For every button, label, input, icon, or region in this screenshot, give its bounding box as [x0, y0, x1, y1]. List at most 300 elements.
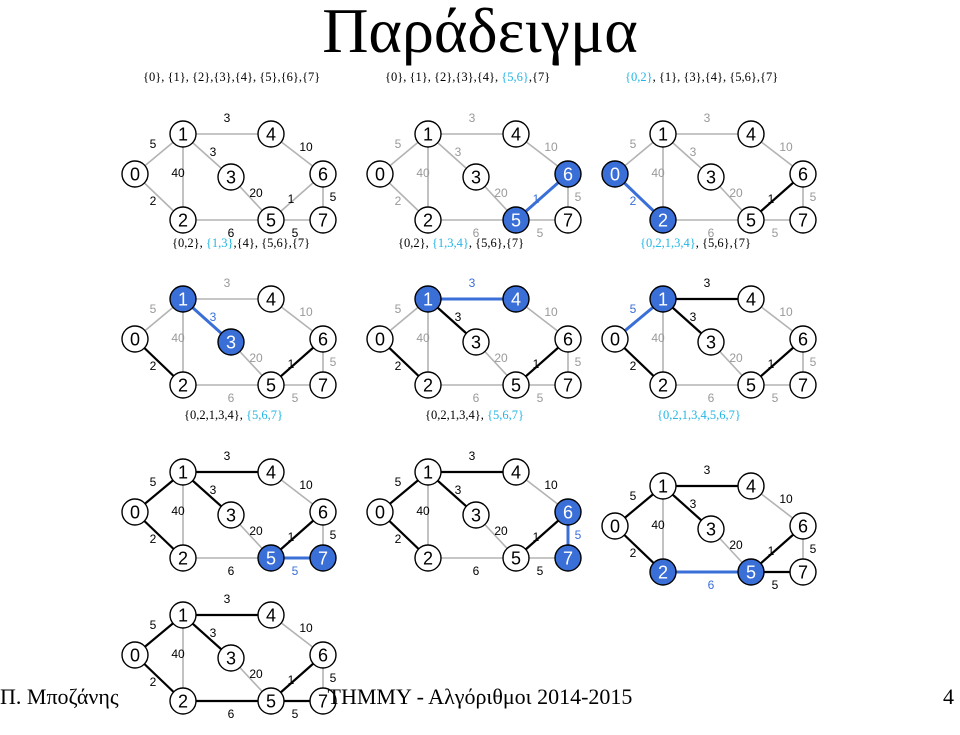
- edge-weight-2-5: 6: [227, 226, 235, 240]
- node-label: 5: [265, 691, 277, 712]
- edge-weight-6-7: 5: [329, 190, 337, 204]
- node-label: 0: [129, 164, 141, 185]
- node-label: 5: [265, 375, 277, 396]
- node-2: [650, 559, 676, 585]
- edge-weight-0-2: 2: [394, 194, 402, 208]
- node-1: [170, 121, 196, 147]
- edge-weight-5-6: 1: [287, 673, 295, 687]
- edge-weight-1-3: 3: [689, 310, 697, 324]
- node-label: 0: [374, 502, 386, 523]
- edge-weight-6-7: 5: [329, 671, 337, 685]
- page-title: Παράδειγμα: [322, 0, 638, 66]
- node-2: [170, 372, 196, 398]
- node-label: 1: [422, 289, 434, 310]
- node-7: [555, 207, 581, 233]
- edge-weight-3-5: 20: [729, 351, 743, 365]
- node-label: 4: [510, 462, 522, 483]
- node-4: [258, 602, 284, 628]
- node-6: [555, 326, 581, 352]
- node-label: 3: [470, 505, 482, 526]
- edge-weight-1-4: 3: [468, 449, 476, 463]
- edge-weight-5-7: 5: [536, 391, 544, 405]
- node-label: 1: [657, 289, 669, 310]
- node-label: 0: [374, 164, 386, 185]
- edge-weight-0-1: 5: [394, 137, 402, 151]
- node-5: [258, 207, 284, 233]
- edge-weight-2-5: 6: [707, 391, 715, 405]
- edge-weight-1-2: 40: [651, 518, 665, 532]
- edge-weight-6-7: 5: [809, 190, 817, 204]
- edge-weight-2-5: 6: [227, 391, 235, 405]
- node-label: 7: [317, 210, 329, 231]
- node-label: 2: [657, 210, 669, 231]
- node-5: [738, 372, 764, 398]
- edge-weight-2-5: 6: [707, 226, 715, 240]
- component-set-label: [184, 408, 283, 423]
- node-label: 3: [470, 332, 482, 353]
- footer-course: ΤΗΜΜΥ - Αλγόριθμοι 2014-2015: [327, 684, 633, 709]
- node-label: 1: [177, 462, 189, 483]
- set-part-highlighted: {0,2}: [625, 70, 653, 84]
- edge-weight-1-4: 3: [703, 463, 711, 477]
- edge-weight-5-7: 5: [536, 226, 544, 240]
- set-part: , {1}, {3},{4}, {5,6},{7}: [652, 70, 779, 84]
- node-label: 7: [562, 210, 574, 231]
- node-label: 7: [317, 691, 329, 712]
- node-0: [122, 326, 148, 352]
- edge-weight-0-1: 5: [149, 302, 157, 316]
- node-7: [310, 545, 336, 571]
- node-label: 3: [705, 167, 717, 188]
- edge-weight-5-7: 5: [291, 391, 299, 405]
- node-label: 3: [705, 332, 717, 353]
- node-1: [650, 121, 676, 147]
- set-part-highlighted: {1,3}: [205, 236, 234, 250]
- node-label: 1: [422, 124, 434, 145]
- edge-weight-1-3: 3: [209, 145, 217, 159]
- node-label: 3: [225, 332, 237, 353]
- node-6: [310, 642, 336, 668]
- set-part: {0}, {1}, {2},{3},{4}, {5},{6},{7}: [143, 70, 321, 84]
- set-part: {0,2},: [398, 236, 432, 250]
- node-label: 1: [177, 124, 189, 145]
- node-label: 5: [745, 562, 757, 583]
- set-part: {0,2,1,3,4},: [184, 408, 246, 422]
- edge-weight-1-2: 40: [171, 166, 185, 180]
- edge-weight-1-2: 40: [416, 504, 430, 518]
- edge-weight-2-5: 6: [472, 564, 480, 578]
- node-label: 6: [317, 164, 329, 185]
- node-0: [122, 642, 148, 668]
- node-3: [218, 502, 244, 528]
- node-label: 7: [797, 210, 809, 231]
- node-2: [650, 207, 676, 233]
- node-0: [367, 326, 393, 352]
- node-4: [503, 459, 529, 485]
- edge-weight-6-7: 5: [809, 542, 817, 556]
- node-4: [258, 286, 284, 312]
- node-1: [650, 473, 676, 499]
- node-label: 7: [317, 375, 329, 396]
- edge-weight-3-5: 20: [729, 538, 743, 552]
- node-label: 3: [470, 167, 482, 188]
- set-part: ,{4}, {5,6},{7}: [233, 236, 311, 250]
- edge-weight-1-3: 3: [689, 497, 697, 511]
- node-label: 2: [422, 375, 434, 396]
- edge-weight-5-7: 5: [291, 707, 299, 721]
- edge-weight-0-1: 5: [394, 302, 402, 316]
- node-label: 7: [562, 548, 574, 569]
- node-label: 6: [797, 164, 809, 185]
- edge-weight-1-2: 40: [171, 504, 185, 518]
- node-label: 6: [562, 502, 574, 523]
- edge-weight-1-2: 40: [416, 331, 430, 345]
- node-6: [310, 499, 336, 525]
- graph-step-1: [113, 94, 343, 254]
- edge-weight-1-3: 3: [454, 310, 462, 324]
- edge-weight-0-2: 2: [629, 359, 637, 373]
- node-6: [310, 161, 336, 187]
- footer-author: Π. Μποζάνης: [0, 684, 119, 709]
- edge-weight-5-6: 1: [767, 544, 775, 558]
- node-label: 4: [265, 605, 277, 626]
- node-label: 6: [797, 516, 809, 537]
- set-part-highlighted: {1,3,4}: [431, 236, 469, 250]
- node-7: [310, 372, 336, 398]
- node-0: [367, 499, 393, 525]
- set-part: , {5,6},{7}: [468, 236, 525, 250]
- node-label: 4: [745, 476, 757, 497]
- node-label: 6: [797, 329, 809, 350]
- edge-weight-3-5: 20: [249, 351, 263, 365]
- node-0: [602, 326, 628, 352]
- edge-weight-3-5: 20: [249, 186, 263, 200]
- edge-weight-0-2: 2: [629, 546, 637, 560]
- node-0: [602, 161, 628, 187]
- edge-weight-1-4: 3: [703, 276, 711, 290]
- node-label: 3: [705, 519, 717, 540]
- edge-weight-0-2: 2: [394, 359, 402, 373]
- edge-weight-4-6: 10: [299, 140, 313, 154]
- edge-weight-5-6: 1: [287, 192, 295, 206]
- node-6: [555, 499, 581, 525]
- node-0: [122, 161, 148, 187]
- node-label: 0: [609, 164, 621, 185]
- node-label: 3: [225, 505, 237, 526]
- node-label: 0: [129, 645, 141, 666]
- node-1: [415, 121, 441, 147]
- node-label: 4: [265, 462, 277, 483]
- node-5: [503, 372, 529, 398]
- node-label: 7: [797, 375, 809, 396]
- edge-weight-5-6: 1: [532, 530, 540, 544]
- edge-weight-1-2: 40: [416, 166, 430, 180]
- edge-weight-1-4: 3: [468, 111, 476, 125]
- node-6: [790, 161, 816, 187]
- node-5: [258, 372, 284, 398]
- node-6: [790, 326, 816, 352]
- set-part-highlighted: {5,6,7}: [487, 408, 524, 422]
- edge-weight-5-7: 5: [771, 578, 779, 592]
- component-set-label: [398, 236, 524, 251]
- edge-weight-0-2: 2: [149, 194, 157, 208]
- node-label: 0: [129, 329, 141, 350]
- node-0: [122, 499, 148, 525]
- node-label: 7: [797, 562, 809, 583]
- edge-weight-5-6: 1: [767, 357, 775, 371]
- component-set-label: [425, 408, 524, 423]
- edge-weight-6-7: 5: [809, 355, 817, 369]
- node-6: [790, 513, 816, 539]
- node-6: [310, 326, 336, 352]
- edge-weight-4-6: 10: [779, 140, 793, 154]
- edge-weight-1-2: 40: [171, 331, 185, 345]
- node-2: [415, 545, 441, 571]
- graph-step-7: [113, 432, 343, 592]
- edge-weight-6-7: 5: [574, 355, 582, 369]
- edge-weight-6-7: 5: [329, 355, 337, 369]
- edge-weight-5-7: 5: [291, 564, 299, 578]
- node-label: 5: [510, 375, 522, 396]
- node-label: 1: [657, 476, 669, 497]
- node-4: [503, 286, 529, 312]
- node-label: 5: [745, 210, 757, 231]
- node-4: [258, 459, 284, 485]
- node-7: [310, 207, 336, 233]
- graph-step-10: [113, 575, 343, 735]
- node-1: [415, 286, 441, 312]
- node-label: 6: [562, 164, 574, 185]
- edge-weight-4-6: 10: [299, 478, 313, 492]
- node-3: [698, 164, 724, 190]
- node-0: [367, 161, 393, 187]
- graph-step-5: [358, 259, 588, 419]
- node-label: 3: [225, 167, 237, 188]
- edge-weight-1-2: 40: [171, 647, 185, 661]
- node-label: 5: [265, 548, 277, 569]
- node-2: [170, 207, 196, 233]
- node-1: [650, 286, 676, 312]
- node-label: 6: [317, 502, 329, 523]
- graph-step-6: [593, 259, 823, 419]
- edge-weight-1-3: 3: [454, 145, 462, 159]
- edge-weight-1-4: 3: [223, 111, 231, 125]
- node-label: 7: [317, 548, 329, 569]
- set-part: {0}, {1}, {2},{3},{4},: [385, 70, 502, 84]
- node-label: 6: [562, 329, 574, 350]
- component-set-label: [143, 70, 320, 85]
- edge-weight-0-1: 5: [149, 618, 157, 632]
- node-label: 3: [225, 648, 237, 669]
- node-2: [170, 545, 196, 571]
- graph-step-4: [113, 259, 343, 419]
- edge-weight-5-6: 1: [287, 357, 295, 371]
- node-4: [738, 121, 764, 147]
- graph-step-3: [593, 94, 823, 254]
- edge-weight-1-4: 3: [223, 276, 231, 290]
- node-1: [170, 286, 196, 312]
- edge-weight-3-5: 20: [729, 186, 743, 200]
- edge-weight-3-5: 20: [249, 524, 263, 538]
- node-7: [790, 559, 816, 585]
- set-part-highlighted: {5,6,7}: [246, 408, 283, 422]
- edge-weight-2-5: 6: [227, 564, 235, 578]
- edge-weight-4-6: 10: [779, 305, 793, 319]
- node-3: [218, 164, 244, 190]
- node-3: [218, 329, 244, 355]
- component-set-label: [385, 70, 550, 85]
- edge-weight-1-4: 3: [468, 276, 476, 290]
- set-part-highlighted: {0,2,1,3,4,5,6,7}: [657, 408, 741, 422]
- node-3: [463, 329, 489, 355]
- edge-weight-0-2: 2: [629, 194, 637, 208]
- node-label: 2: [422, 548, 434, 569]
- edge-weight-0-1: 5: [394, 475, 402, 489]
- node-7: [790, 372, 816, 398]
- node-1: [170, 459, 196, 485]
- node-4: [738, 473, 764, 499]
- edge-weight-1-3: 3: [209, 310, 217, 324]
- edge-weight-1-2: 40: [651, 166, 665, 180]
- node-5: [738, 207, 764, 233]
- node-2: [415, 372, 441, 398]
- node-label: 4: [745, 124, 757, 145]
- edge-weight-0-2: 2: [149, 359, 157, 373]
- node-3: [698, 516, 724, 542]
- edge-weight-1-4: 3: [703, 111, 711, 125]
- node-label: 2: [657, 562, 669, 583]
- edge-weight-1-3: 3: [689, 145, 697, 159]
- node-1: [170, 602, 196, 628]
- node-5: [738, 559, 764, 585]
- node-label: 2: [177, 691, 189, 712]
- node-label: 2: [422, 210, 434, 231]
- node-label: 5: [510, 548, 522, 569]
- edge-weight-1-4: 3: [223, 449, 231, 463]
- graph-step-8: [358, 432, 588, 592]
- node-label: 1: [177, 289, 189, 310]
- node-3: [218, 645, 244, 671]
- set-part-highlighted: {0,2,1,3,4}: [640, 236, 696, 250]
- node-2: [415, 207, 441, 233]
- edge-weight-2-5: 6: [707, 578, 715, 592]
- edge-weight-0-1: 5: [149, 137, 157, 151]
- edge-weight-5-6: 1: [532, 357, 540, 371]
- component-set-label: [625, 70, 778, 85]
- node-3: [463, 164, 489, 190]
- edge-weight-4-6: 10: [544, 140, 558, 154]
- edge-weight-0-2: 2: [394, 532, 402, 546]
- node-4: [503, 121, 529, 147]
- graph-step-9: [593, 446, 823, 606]
- node-label: 5: [510, 210, 522, 231]
- edge-weight-3-5: 20: [249, 667, 263, 681]
- node-label: 2: [657, 375, 669, 396]
- edge-weight-0-2: 2: [149, 532, 157, 546]
- node-label: 1: [177, 605, 189, 626]
- node-label: 4: [510, 289, 522, 310]
- graph-step-2: [358, 94, 588, 254]
- node-label: 2: [177, 548, 189, 569]
- set-part: , {5,6},{7}: [695, 236, 751, 250]
- edge-weight-4-6: 10: [779, 492, 793, 506]
- edge-weight-1-3: 3: [454, 483, 462, 497]
- edge-weight-2-5: 6: [472, 226, 480, 240]
- node-label: 0: [374, 329, 386, 350]
- node-7: [555, 372, 581, 398]
- edge-weight-5-7: 5: [536, 564, 544, 578]
- edge-weight-0-1: 5: [629, 489, 637, 503]
- edge-weight-5-7: 5: [291, 226, 299, 240]
- edge-weight-1-3: 3: [209, 626, 217, 640]
- node-label: 0: [609, 516, 621, 537]
- edge-weight-0-1: 5: [629, 137, 637, 151]
- node-4: [738, 286, 764, 312]
- node-label: 1: [657, 124, 669, 145]
- edge-weight-6-7: 5: [574, 190, 582, 204]
- node-1: [415, 459, 441, 485]
- node-label: 2: [177, 210, 189, 231]
- node-label: 0: [129, 502, 141, 523]
- edge-weight-1-2: 40: [651, 331, 665, 345]
- component-set-label: [172, 236, 310, 251]
- edge-weight-4-6: 10: [544, 305, 558, 319]
- edge-weight-3-5: 20: [494, 524, 508, 538]
- edge-weight-6-7: 5: [329, 528, 337, 542]
- node-label: 7: [562, 375, 574, 396]
- edge-weight-5-7: 5: [771, 391, 779, 405]
- node-label: 5: [745, 375, 757, 396]
- edge-weight-4-6: 10: [299, 621, 313, 635]
- edge-weight-5-7: 5: [771, 226, 779, 240]
- edge-weight-0-1: 5: [629, 302, 637, 316]
- edge-weight-2-5: 6: [227, 707, 235, 721]
- set-part-highlighted: {5,6}: [501, 70, 529, 84]
- node-7: [790, 207, 816, 233]
- edge-weight-5-6: 1: [532, 192, 540, 206]
- node-label: 4: [745, 289, 757, 310]
- node-3: [698, 329, 724, 355]
- node-3: [463, 502, 489, 528]
- edge-weight-3-5: 20: [494, 186, 508, 200]
- node-4: [258, 121, 284, 147]
- node-label: 4: [265, 289, 277, 310]
- edge-weight-1-4: 3: [223, 592, 231, 606]
- edge-weight-6-7: 5: [574, 528, 582, 542]
- node-label: 1: [422, 462, 434, 483]
- node-2: [650, 372, 676, 398]
- node-0: [602, 513, 628, 539]
- node-label: 4: [510, 124, 522, 145]
- set-part: ,{7}: [528, 70, 551, 84]
- node-label: 2: [177, 375, 189, 396]
- edge-weight-4-6: 10: [299, 305, 313, 319]
- component-set-label: [657, 408, 741, 423]
- edge-weight-0-2: 2: [149, 675, 157, 689]
- node-6: [555, 161, 581, 187]
- edge-weight-1-3: 3: [209, 483, 217, 497]
- edge-weight-5-6: 1: [287, 530, 295, 544]
- component-set-label: [640, 236, 751, 251]
- edge-weight-4-6: 10: [544, 478, 558, 492]
- node-label: 6: [317, 645, 329, 666]
- node-5: [503, 545, 529, 571]
- node-label: 5: [265, 210, 277, 231]
- edge-weight-2-5: 6: [472, 391, 480, 405]
- edge-weight-0-1: 5: [149, 475, 157, 489]
- node-label: 6: [317, 329, 329, 350]
- node-5: [258, 545, 284, 571]
